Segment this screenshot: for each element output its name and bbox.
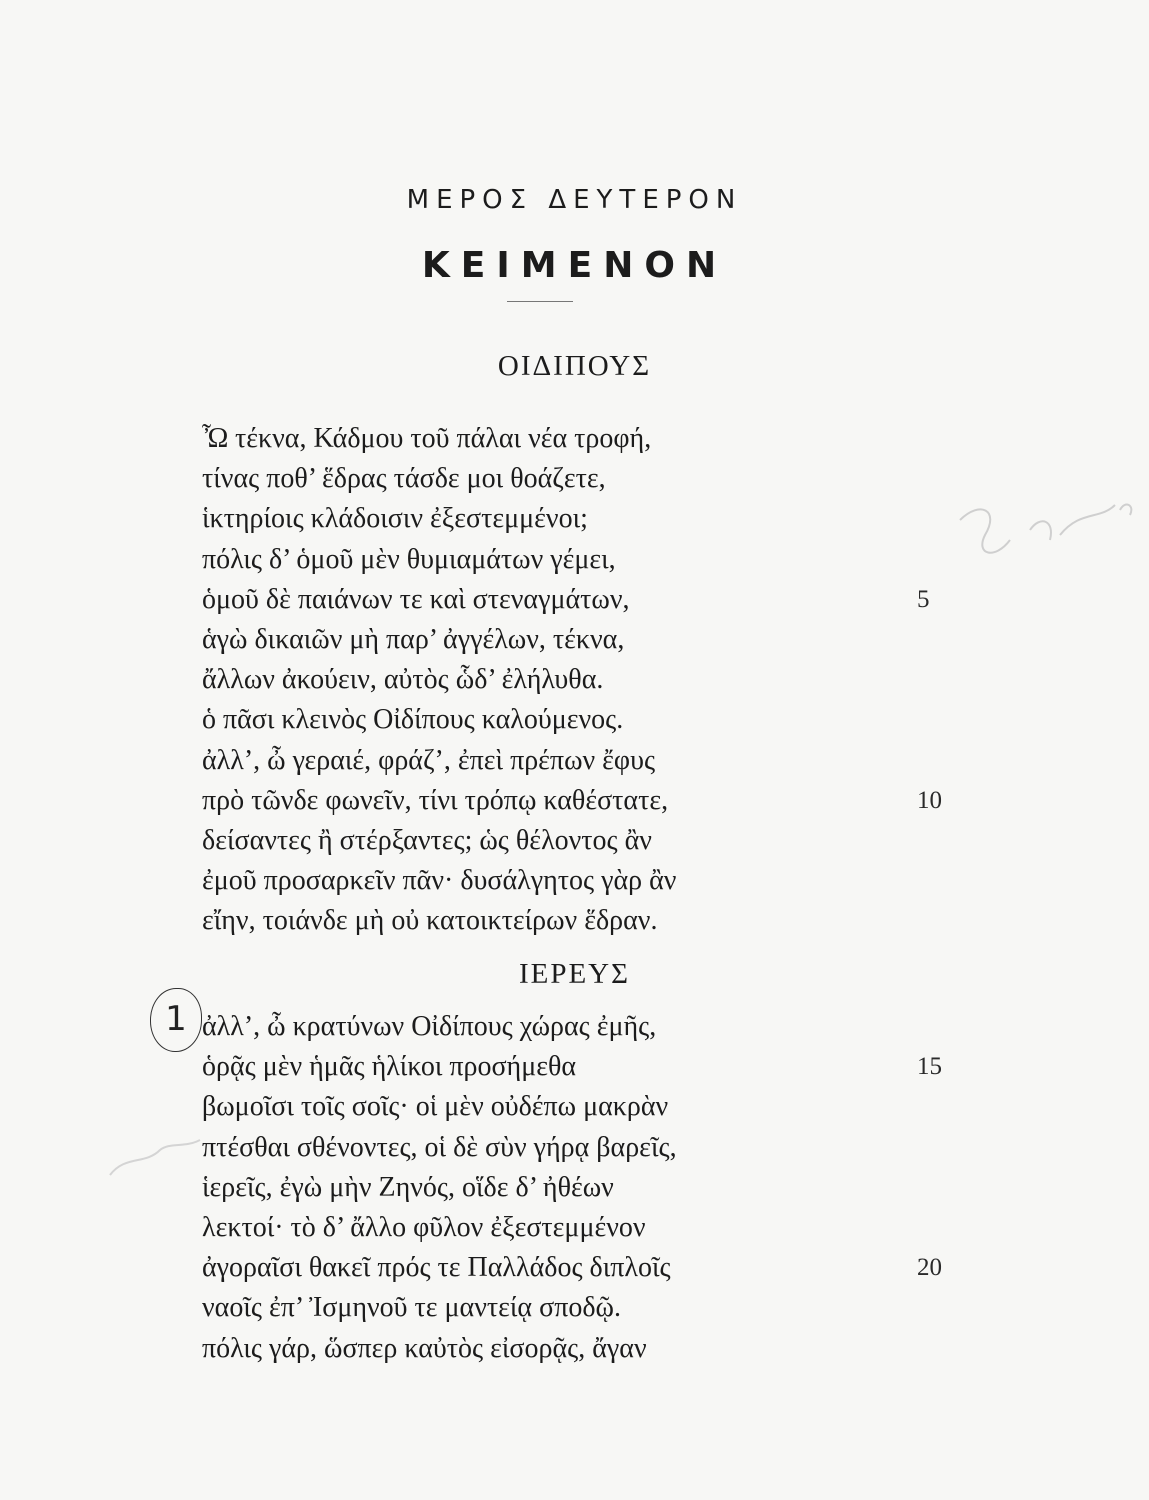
verse-text: δείσαντες ἢ στέρξαντες; ὡς θέλοντος ἂν: [202, 824, 652, 856]
verse-text: ἁγὼ δικαιῶν μὴ παρ’ ἀγγέλων, τέκνα,: [202, 623, 625, 655]
verse-text: ὁ πᾶσι κλεινὸς Οἰδίπους καλούμενος.: [202, 704, 624, 736]
verse-text: ὁρᾷς μὲν ἡμᾶς ἡλίκοι προσήμεθα: [202, 1051, 577, 1083]
verse-line: [202, 1087, 842, 1127]
verse-line: [202, 1208, 842, 1248]
verse-line: [202, 1329, 842, 1369]
verse-text: ἀγοραῖσι θακεῖ πρός τε Παλλάδος διπλοῖς: [202, 1252, 671, 1284]
verse-line: [202, 620, 842, 660]
verse-block-oedipus: [202, 419, 942, 941]
verse-line: [202, 1288, 842, 1328]
verse-line: [202, 1047, 942, 1087]
verse-line: [202, 1007, 842, 1047]
verse-text: πόλις δ’ ὁμοῦ μὲν θυμιαμάτων γέμει,: [202, 543, 616, 575]
line-number: 10: [917, 786, 942, 814]
speaker-priest: ΙΕΡΕΥΣ: [518, 958, 631, 990]
title-divider: [507, 301, 573, 302]
verse-line: [202, 419, 842, 459]
verse-line: [202, 821, 842, 861]
verse-line: [202, 901, 842, 941]
verse-text: ἐμοῦ προσαρκεῖν πᾶν· δυσάλγητος γὰρ ἂν: [202, 865, 677, 897]
verse-line: [202, 660, 842, 700]
verse-line: [202, 499, 842, 539]
verse-text: ἀλλ’, ὦ κρατύνων Οἰδίπους χώρας ἐμῆς,: [202, 1011, 657, 1042]
verse-line: [202, 459, 842, 499]
line-number: 20: [917, 1254, 942, 1282]
verse-text: ὁμοῦ δὲ παιάνων τε καὶ στεναγμάτων,: [202, 583, 630, 615]
verse-text: τίνας ποθ’ ἕδρας τάσδε μοι θοάζετε,: [202, 463, 606, 495]
verse-line: [202, 1248, 942, 1288]
pencil-scribble-left-margin: [100, 1120, 210, 1190]
verse-text: ἀλλ’, ὦ γεραιέ, φράζ’, ἐπεὶ πρέπων ἔφυς: [202, 744, 656, 776]
verse-block-priest: [202, 1007, 942, 1369]
verse-text: εἴην, τοιάνδε μὴ οὐ κατοικτείρων ἕδραν.: [202, 905, 658, 937]
verse-text: λεκτοί· τὸ δ’ ἄλλο φῦλον ἐξεστεμμένον: [202, 1211, 646, 1243]
verse-text: πόλις γάρ, ὥσπερ καὐτὸς εἰσορᾷς, ἄγαν: [202, 1332, 647, 1364]
line-number: 5: [917, 585, 930, 613]
verse-text: βωμοῖσι τοῖς σοῖς· οἱ μὲν οὐδέπω μακρὰν: [202, 1091, 669, 1123]
pencil-scribble-right-margin: [940, 480, 1140, 590]
verse-line: [202, 580, 930, 620]
speaker-oedipus: ΟΙΔΙΠΟΥΣ: [497, 350, 652, 382]
verse-line: [202, 1128, 842, 1168]
verse-text: ἱερεῖς, ἐγὼ μὴν Ζηνός, οἵδε δ’ ἠθέων: [202, 1171, 614, 1203]
handwritten-circled-number: 1: [150, 988, 202, 1052]
verse-line: [202, 781, 942, 821]
part-title: ΜΕΡΟΣ ΔΕΥΤΕΡΟΝ: [406, 185, 743, 215]
section-title: ΚΕΙΜΕΝΟΝ: [421, 245, 728, 286]
verse-line: [202, 1168, 842, 1208]
verse-line: [202, 741, 842, 781]
verse-text: Ὦ τέκνα, Κάδμου τοῦ πάλαι νέα τροφή,: [202, 423, 652, 454]
verse-text: πτέσθαι σθένοντες, οἱ δὲ σὺν γήρᾳ βαρεῖς,: [202, 1131, 677, 1163]
verse-text: πρὸ τῶνδε φωνεῖν, τίνι τρόπῳ καθέστατε,: [202, 784, 669, 816]
verse-text: ἱκτηρίοις κλάδοισιν ἐξεστεμμένοι;: [202, 503, 588, 535]
verse-text: ἄλλων ἀκούειν, αὐτὸς ὧδ’ ἐλήλυθα.: [202, 664, 604, 696]
verse-line: [202, 861, 842, 901]
verse-text: ναοῖς ἐπ’ Ἰσμηνοῦ τε μαντείᾳ σποδῷ.: [202, 1292, 621, 1324]
verse-line: [202, 700, 842, 740]
line-number: 15: [917, 1053, 942, 1081]
verse-line: [202, 540, 842, 580]
